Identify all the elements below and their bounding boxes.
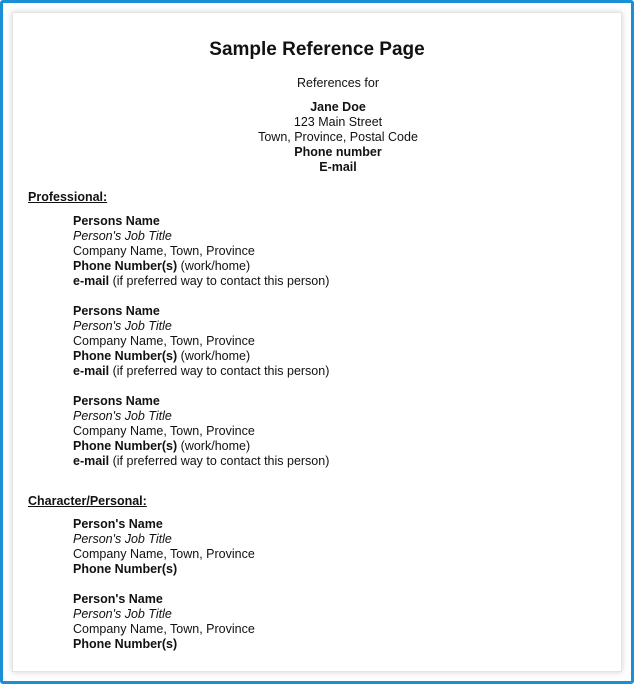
- personal-heading: Character/Personal:: [28, 494, 147, 508]
- applicant-address: 123 Main Street: [293, 115, 383, 129]
- email-label: e-mail: [73, 274, 110, 288]
- reference-job-title: Person's Job Title: [73, 532, 172, 546]
- professional-reference-1: [73, 214, 329, 289]
- professional-heading: Professional:: [28, 190, 108, 204]
- reference-phone-line: [73, 349, 329, 364]
- professional-reference-2: [73, 304, 329, 379]
- reference-phone-line: [73, 439, 329, 454]
- reference-email-line: [73, 364, 329, 379]
- phone-label: Phone Number(s): [73, 259, 178, 273]
- personal-reference-2: [73, 592, 255, 652]
- reference-job-title: Person's Job Title: [73, 607, 172, 621]
- reference-name: Persons Name: [73, 394, 160, 408]
- reference-job-title: Person's Job Title: [73, 319, 172, 333]
- reference-name: Persons Name: [73, 214, 160, 228]
- phone-label: Phone Number(s): [73, 349, 178, 363]
- email-label: e-mail: [73, 454, 110, 468]
- reference-phone-line: [73, 259, 329, 274]
- reference-job-title: Person's Job Title: [73, 229, 172, 243]
- reference-company: Company Name, Town, Province: [73, 622, 255, 636]
- phone-label: Phone Number(s): [73, 439, 178, 453]
- professional-reference-3: [73, 394, 329, 469]
- reference-email-line: [73, 454, 329, 469]
- phone-note: (work/home): [177, 439, 251, 453]
- reference-company: Company Name, Town, Province: [73, 244, 255, 258]
- reference-email-line: [73, 274, 329, 289]
- reference-company: Company Name, Town, Province: [73, 547, 255, 561]
- phone-label: Phone Number(s): [73, 562, 178, 576]
- applicant-phone: Phone number: [294, 145, 382, 159]
- reference-company: Company Name, Town, Province: [73, 424, 255, 438]
- phone-note: (work/home): [177, 259, 251, 273]
- email-note: (if preferred way to contact this person): [109, 274, 330, 288]
- reference-name: Persons Name: [73, 304, 160, 318]
- applicant-city-line: Town, Province, Postal Code: [258, 130, 418, 144]
- applicant-email: E-mail: [319, 160, 357, 174]
- email-label: e-mail: [73, 364, 110, 378]
- references-for-label: References for: [297, 76, 379, 90]
- email-note: (if preferred way to contact this person): [109, 364, 330, 378]
- reference-name: Person's Name: [73, 592, 163, 606]
- reference-job-title: Person's Job Title: [73, 409, 172, 423]
- phone-note: (work/home): [177, 349, 251, 363]
- personal-reference-1: [73, 517, 255, 577]
- applicant-name: Jane Doe: [310, 100, 366, 114]
- email-note: (if preferred way to contact this person): [109, 454, 330, 468]
- reference-company: Company Name, Town, Province: [73, 334, 255, 348]
- page-title: Sample Reference Page: [209, 39, 425, 60]
- phone-label: Phone Number(s): [73, 637, 178, 651]
- reference-name: Person's Name: [73, 517, 163, 531]
